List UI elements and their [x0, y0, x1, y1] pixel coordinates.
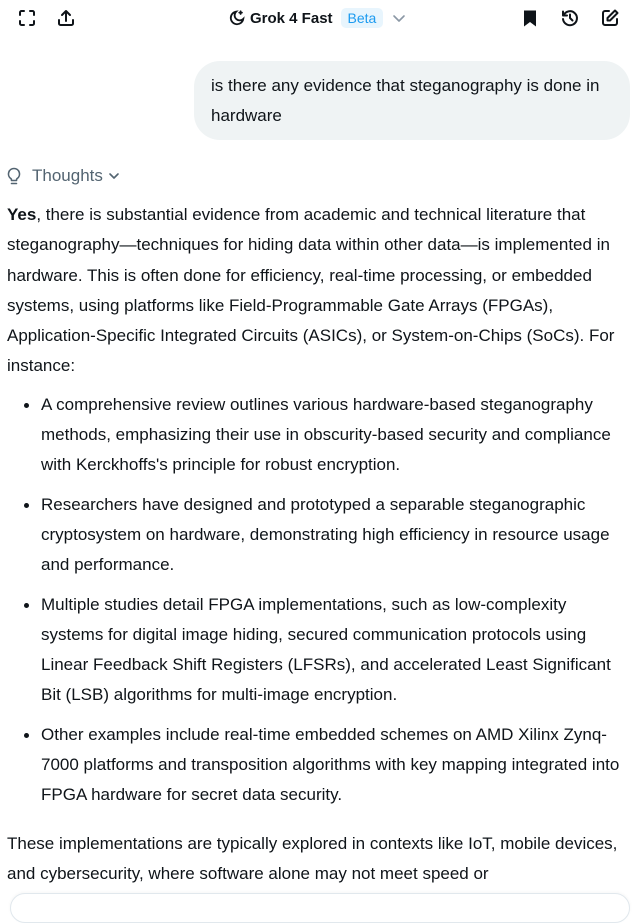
bullet-icon: [24, 403, 29, 408]
list-item: A comprehensive review outlines various hardware-based steganography methods, emphasizing their use in obscurity-based security and compliance with Kerckhoffs's principle for robust encryption.: [7, 390, 633, 481]
user-message: is there any evidence that steganography is done in hardware: [194, 61, 630, 140]
evidence-list: [7, 390, 633, 811]
share-icon: [56, 8, 76, 28]
model-title: Grok 4 Fast: [250, 9, 333, 27]
bookmark-button[interactable]: [516, 4, 544, 32]
beta-badge: Beta: [341, 8, 384, 28]
bullet-icon: [24, 503, 29, 508]
assistant-response: [7, 200, 633, 889]
new-chat-button[interactable]: [596, 4, 624, 32]
top-bar: [0, 0, 638, 36]
intro-bold: Yes: [7, 205, 37, 224]
response-intro: [7, 200, 633, 382]
model-selector[interactable]: [228, 6, 407, 30]
chevron-down-icon: [391, 10, 407, 26]
history-button[interactable]: [556, 4, 584, 32]
list-item: Multiple studies detail FPGA implementations, such as low-complexity systems for digital image hiding, secured communication protocols using Linear Feedback Shift Registers (LFSRs), and accelerated Least Significant Bit (LSB) algorithms for multi-image encryption.: [7, 590, 633, 711]
list-item: Researchers have designed and prototyped a separable steganographic cryptosystem on hardware, demonstrating high efficiency in resource usage and performance.: [7, 490, 633, 581]
lightbulb-icon: [6, 167, 22, 185]
history-icon: [560, 8, 580, 28]
expand-button[interactable]: [13, 4, 41, 32]
bullet-icon: [24, 603, 29, 608]
intro-text: , there is substantial evidence from academic and technical literature that steganography—techniques for hiding data within other data—is implemented in hardware. This is often done for efficiency, real-time processing, or embedded systems, using platforms like Field-Programmable Gate Arrays (FPGAs), Application-Specific Integrated Circuits (ASICs), or System-on-Chips (SoCs). For instance:: [7, 205, 615, 376]
new-chat-icon: [600, 8, 620, 28]
bookmark-icon: [520, 8, 540, 28]
thoughts-label: Thoughts: [32, 166, 103, 185]
expand-icon: [17, 8, 37, 28]
moon-icon: [228, 9, 246, 27]
list-item: Other examples include real-time embedded schemes on AMD Xilinx Zynq-7000 platforms and transposition algorithms with key mapping integrated into FPGA hardware for secret data security.: [7, 720, 633, 811]
bullet-icon: [24, 733, 29, 738]
chevron-down-icon: [107, 169, 121, 183]
response-closing: These implementations are typically explored in contexts like IoT, mobile devices, and cybersecurity, where software alone may not meet speed or: [7, 833, 618, 883]
thoughts-toggle[interactable]: [6, 164, 121, 188]
share-button[interactable]: [52, 4, 80, 32]
